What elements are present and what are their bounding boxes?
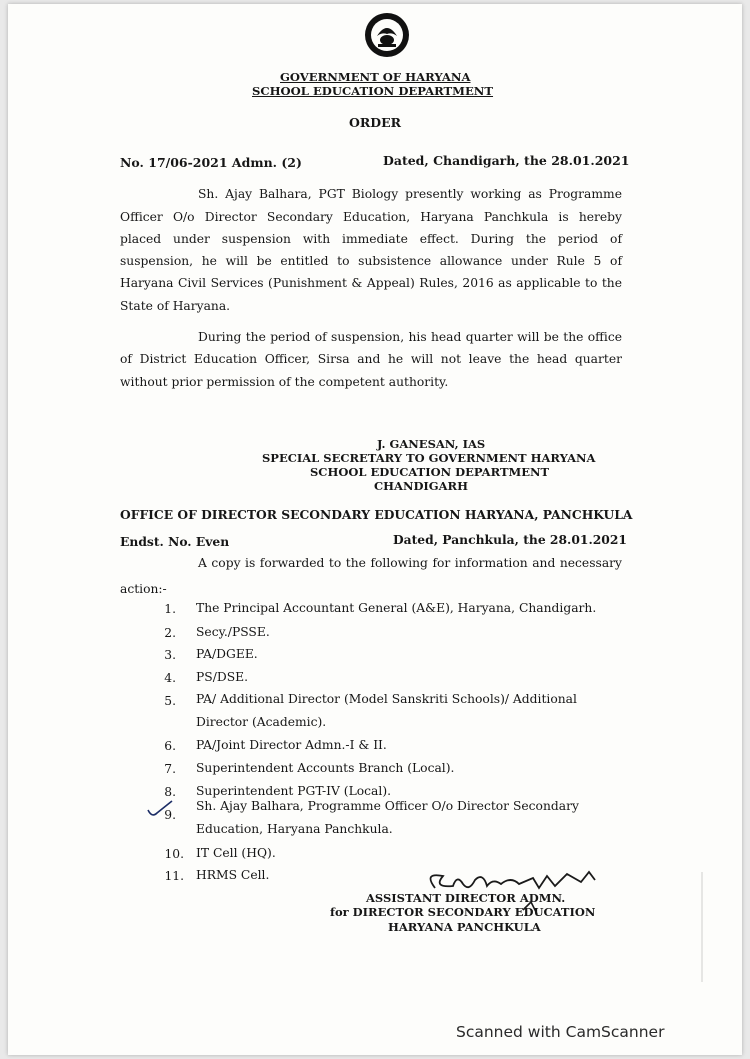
list-item-number: 5. (164, 694, 176, 708)
paragraph-line: placed under suspension with immediate effect. During the period of (120, 232, 622, 246)
scan-edge-mark (701, 872, 703, 982)
paragraph-line: suspension, he will be entitled to subsistence allowance under Rule 5 of (120, 254, 622, 268)
endorsement-date: Dated, Panchkula, the 28.01.2021 (393, 532, 627, 547)
list-item-number: 2. (164, 626, 176, 640)
list-item: HRMS Cell. (196, 868, 270, 882)
list-item: The Principal Accountant General (A&E), Haryana, Chandigarh. (196, 601, 597, 615)
list-item-number: 10. (164, 847, 184, 861)
haryana-emblem-icon (360, 10, 414, 60)
camscanner-watermark: Scanned with CamScanner (456, 1023, 665, 1041)
document-page (8, 4, 742, 1055)
list-item-number: 7. (164, 762, 176, 776)
list-item: PA/ Additional Director (Model Sanskriti Schools)/ Additional (196, 692, 577, 706)
paragraph-line: Sh. Ajay Balhara, PGT Biology presently working as Programme (198, 187, 622, 201)
list-item-number: 6. (164, 739, 176, 753)
signatory-name: J. GANESAN, IAS (377, 437, 486, 451)
order-date: Dated, Chandigarh, the 28.01.2021 (383, 153, 630, 168)
endorsement-number: Endst. No. Even (120, 534, 230, 549)
endorsement-office: OFFICE OF DIRECTOR SECONDARY EDUCATION HARYANA, PANCHKULA (120, 507, 633, 522)
endorsement-intro-action: action:- (120, 582, 167, 596)
paragraph-line: of District Education Officer, Sirsa and he will not leave the head quarter (120, 352, 622, 366)
endorsement-intro: A copy is forwarded to the following for information and necessary (198, 556, 622, 570)
handwritten-tick-icon (146, 798, 176, 820)
signatory-department: SCHOOL EDUCATION DEPARTMENT (310, 465, 550, 479)
list-item: Secy./PSSE. (196, 625, 270, 639)
list-item-number: 3. (164, 648, 176, 662)
paragraph-line: State of Haryana. (120, 299, 231, 313)
list-item: PS/DSE. (196, 670, 249, 684)
paragraph-line: Haryana Civil Services (Punishment & Appeal) Rules, 2016 as applicable to the (120, 276, 622, 290)
list-item-number: 8. (164, 785, 176, 799)
order-title: ORDER (349, 115, 402, 130)
endorser-for: for DIRECTOR SECONDARY EDUCATION (330, 905, 596, 919)
list-item-number: 4. (164, 671, 176, 685)
paragraph-line: During the period of suspension, his head quarter will be the office (198, 330, 622, 344)
list-item-continuation: Education, Haryana Panchkula. (196, 822, 393, 836)
signatory-designation: SPECIAL SECRETARY TO GOVERNMENT HARYANA (262, 451, 596, 465)
list-item: IT Cell (HQ). (196, 846, 276, 860)
list-item: PA/DGEE. (196, 647, 258, 661)
list-item: Sh. Ajay Balhara, Programme Officer O/o Director Secondary (196, 799, 579, 813)
list-item-number: 9. (164, 808, 176, 822)
list-item: Superintendent Accounts Branch (Local). (196, 761, 455, 775)
department-title: SCHOOL EDUCATION DEPARTMENT (252, 84, 494, 98)
list-item: Superintendent PGT-IV (Local). (196, 784, 392, 798)
order-number: No. 17/06-2021 Admn. (2) (120, 155, 302, 170)
paragraph-line: without prior permission of the competent authority. (120, 375, 449, 389)
list-item-number: 1. (164, 602, 176, 616)
signatory-place: CHANDIGARH (374, 479, 468, 493)
government-title: GOVERNMENT OF HARYANA (280, 70, 471, 84)
list-item-continuation: Director (Academic). (196, 715, 327, 729)
list-item-number: 11. (164, 869, 184, 883)
endorser-designation: ASSISTANT DIRECTOR ADMN. (366, 891, 566, 905)
list-item: PA/Joint Director Admn.-I & II. (196, 738, 387, 752)
endorser-place: HARYANA PANCHKULA (388, 920, 541, 934)
paragraph-line: Officer O/o Director Secondary Education, Haryana Panchkula is hereby (120, 210, 622, 224)
